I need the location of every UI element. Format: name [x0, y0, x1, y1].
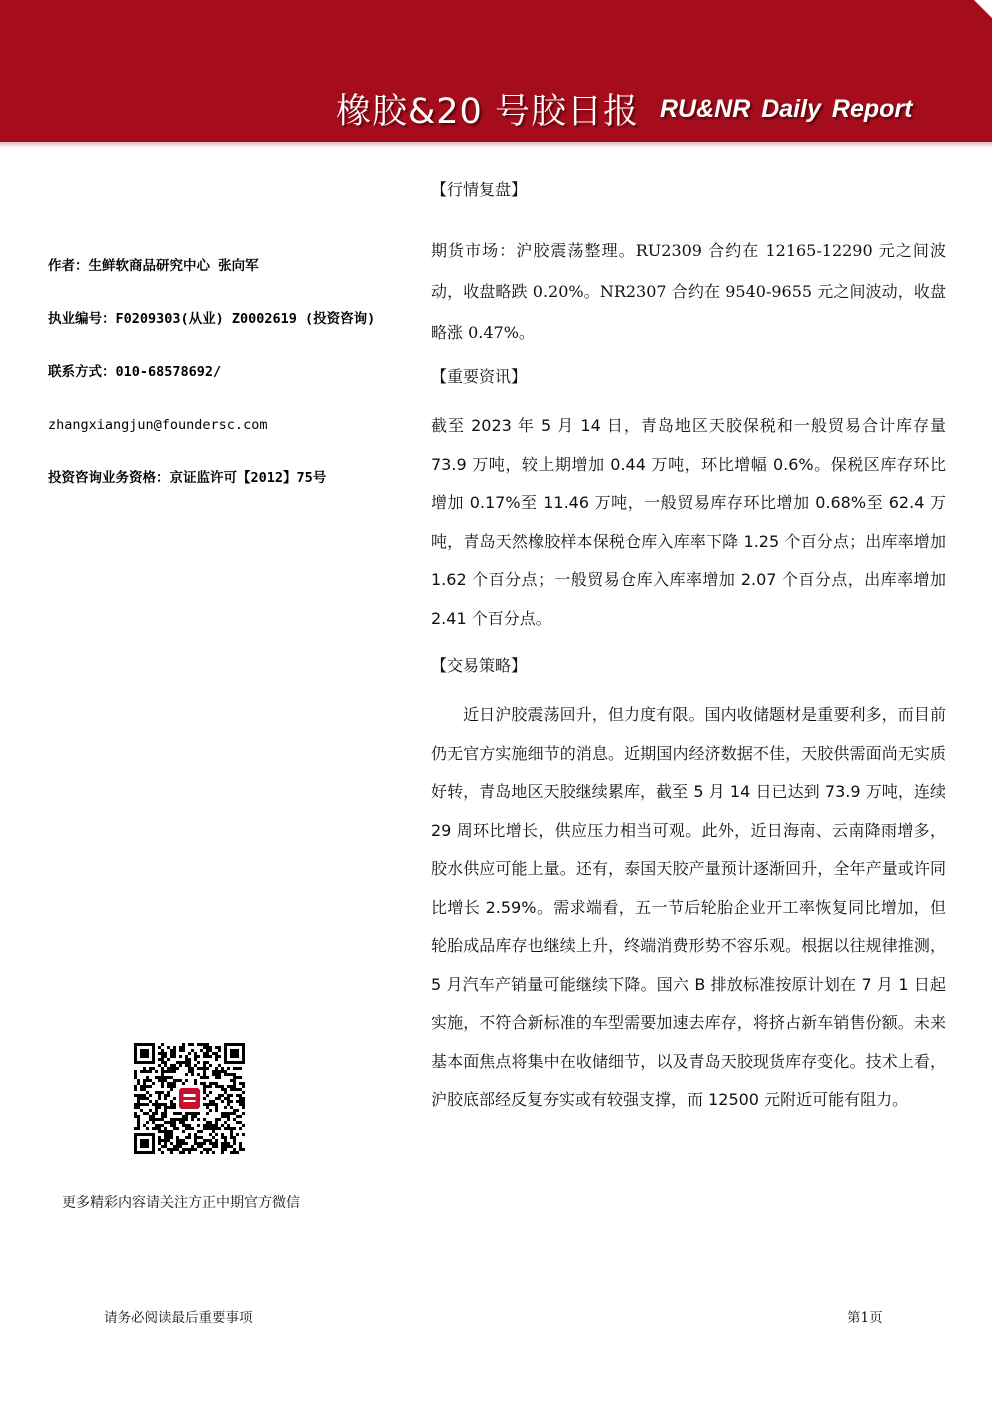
- banner-corner-cut: [974, 0, 992, 18]
- page-number: 第1页: [847, 1310, 883, 1326]
- banner-shadow: [0, 142, 992, 148]
- strategy-text: 近日沪胶震荡回升，但力度有限。国内收储题材是重要利多，而目前仍无官方实施细节的消息。近期国内经济数据不佳，天胶供需面尚无实质好转，青岛地区天胶继续累库，截至 5 月 14 日已达到 73.9 万吨，连续 29 周环比增长，供应压力相当可观。此外，近日海南、云南降雨增多，胶水供应可能上量。还有，泰国天胶产量预计逐渐回升，全年产量或许同比增长 2.59%。需求端看，五一节后轮胎企业开工率恢复同比增加，但轮胎成品库存也继续上升，终端消费形势不容乐观。根据以往规律推测，5 月汽车产销量可能继续下降。国六 B 排放标准按原计划在 7 月 1 日起实施，不符合新标准的车型需要加速去库存，将挤占新车销售份额。未来基本面焦点将集中在收储细节，以及青岛天胶现货库存变化。技术上看，沪胶底部经反复夯实或有较强支撑，而 12500 元附近可能有阻力。: [431, 705, 946, 1109]
- review-text: 期货市场：沪胶震荡整理。RU2309 合约在 12165-12290 元之间波动，收盘略跌 0.20%。NR2307 合约在 9540-9655 元之间波动，收盘略涨 0.47%。: [431, 241, 946, 342]
- review-heading: 【行情复盘】: [431, 180, 528, 199]
- report-body: [431, 178, 946, 1120]
- qualification-line: 投资咨询业务资格：京证监许可【2012】75号: [48, 470, 327, 486]
- author-line: 作者：生鲜软商品研究中心 张向军: [48, 258, 259, 274]
- news-heading: 【重要资讯】: [431, 367, 528, 386]
- license-line: 执业编号：F0209303(从业) Z0002619 (投资咨询): [48, 311, 376, 327]
- report-title-en: RU&NR Daily Report: [660, 95, 913, 123]
- report-title-cn: 橡胶&20 号胶日报: [336, 92, 639, 132]
- wechat-qr-code: [134, 1043, 245, 1154]
- qr-caption: 更多精彩内容请关注方正中期官方微信: [62, 1195, 300, 1211]
- contact-line: 联系方式：010-68578692/: [48, 364, 222, 380]
- strategy-heading: 【交易策略】: [431, 656, 528, 675]
- footer-notice: 请务必阅读最后重要事项: [104, 1310, 253, 1326]
- email-link[interactable]: zhangxiangjun@foundersc.com: [48, 417, 268, 433]
- author-info-panel: [48, 258, 398, 523]
- news-text: 截至 2023 年 5 月 14 日，青岛地区天胶保税和一般贸易合计库存量 73.9 万吨，较上期增加 0.44 万吨，环比增幅 0.6%。保税区库存环比增加 0.17%至 11.46 万吨，一般贸易库存环比增加 0.68%至 62.4 万吨，青岛天然橡胶样本保税仓库入库率下降 1.25 个百分点；出库率增加 1.62 个百分点；一般贸易仓库入库率增加 2.07 个百分点，出库率增加 2.41 个百分点。: [431, 416, 946, 628]
